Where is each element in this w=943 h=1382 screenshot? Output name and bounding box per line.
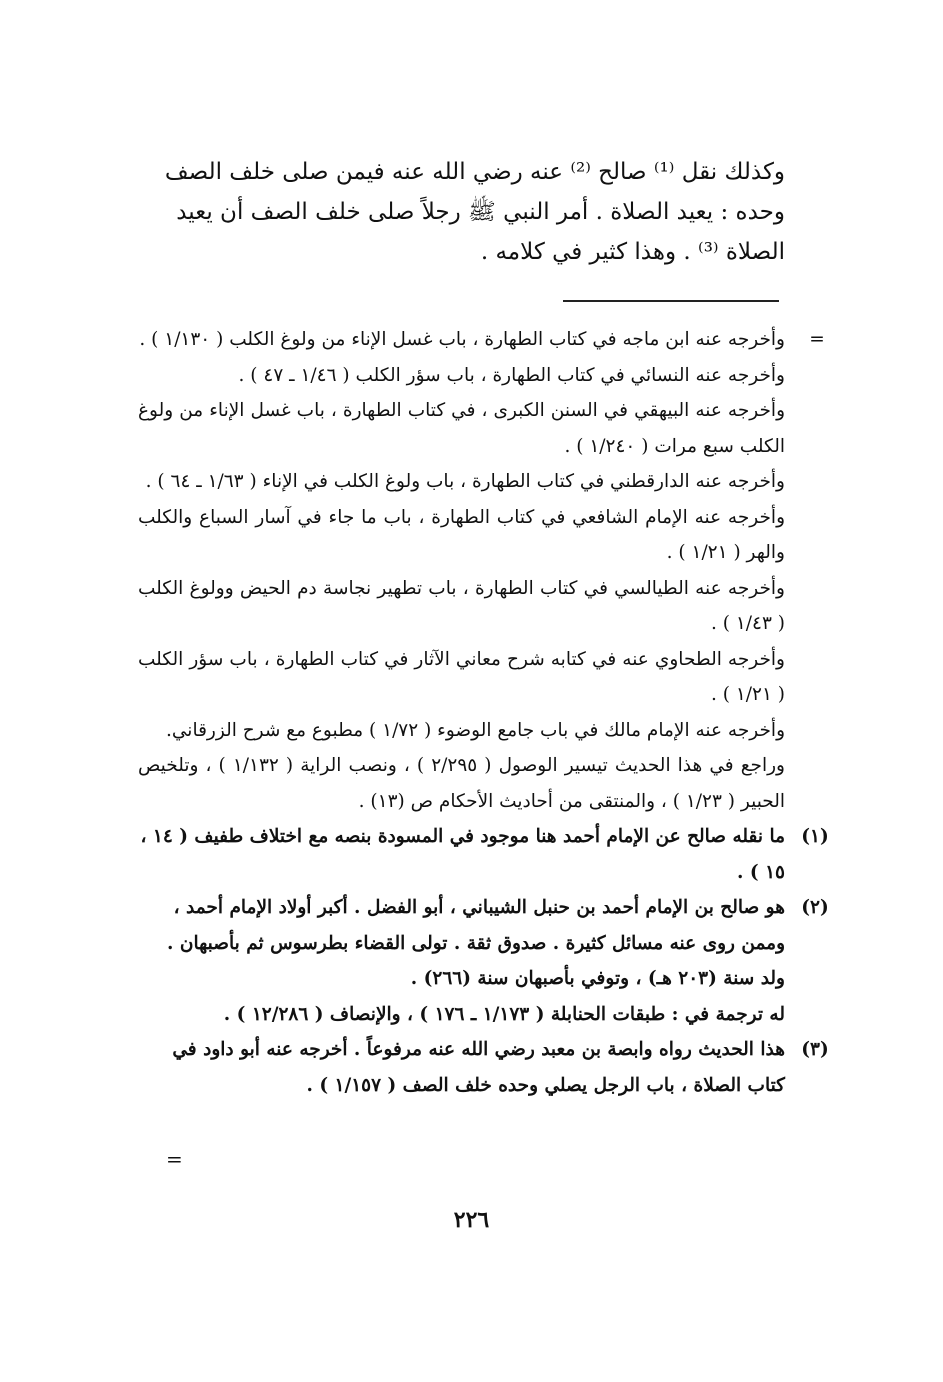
- note-paragraph: وأخرجه الطحاوي عنه في كتابه شرح معاني الآثار في كتاب الطهارة ، باب سؤر الكلب ( ١/٢١ ) .: [138, 648, 785, 705]
- footnote-text: هذا الحديث رواه وابصة بن معبد رضي الله عنه مرفوعاً . أخرجه عنه أبو داود في كتاب الصلاة ، باب الرجل يصلي وحده خلف الصف ( ١/١٥٧ ) .: [172, 1039, 785, 1096]
- note-paragraph: وأخرجه عنه الطيالسي في كتاب الطهارة ، باب تطهير نجاسة دم الحيض وولوغ الكلب ( ١/٤٣ ) .: [138, 577, 785, 634]
- main-text-line-1: وكذلك نقل ⁽¹⁾ صالح ⁽²⁾ عنه رضي الله عنه فيمن صلى خلف الصف: [164, 159, 785, 185]
- continuation-mark-bottom: =: [166, 1147, 183, 1171]
- continued-footnote: [138, 322, 825, 819]
- footnote-1: [138, 819, 829, 890]
- footnote-text: هو صالح بن الإمام أحمد بن حنبل الشيباني ، أبو الفضل . أكبر أولاد الإمام أحمد ، وممن روى عنه مسائل كثيرة . صدوق ثقة . تولى القضاء بطرسوس ثم بأصبهان . ولد سنة (٢٠٣ هـ) ، وتوفي بأصبهان سنة (٢٦٦) .: [167, 897, 785, 989]
- footnote-separator: [563, 300, 779, 302]
- note-paragraph: وأخرجه عنه الإمام الشافعي في كتاب الطهارة ، باب ما جاء في آسار السباع والكلب والهر ( ١/٢١ ) .: [138, 506, 785, 563]
- footnote-3: [138, 1032, 829, 1103]
- note-paragraph: وأخرجه عنه الإمام مالك في باب جامع الوضوء ( ١/٧٢ ) مطبوع مع شرح الزرقاني.: [166, 719, 785, 741]
- note-paragraph: وأخرجه عنه البيهقي في السنن الكبرى ، في كتاب الطهارة ، باب غسل الإناء من ولوغ الكلب سبع مرات ( ١/٢٤٠ ) .: [138, 400, 785, 457]
- footnotes-section: [138, 322, 829, 1103]
- page-number: ٢٢٦: [453, 1207, 490, 1233]
- main-text: [140, 152, 785, 272]
- note-paragraph: وأخرجه عنه ابن ماجه في كتاب الطهارة ، باب غسل الإناء من ولوغ الكلب ( ١/١٣٠ ) .: [139, 329, 785, 350]
- footnote-number: (٣): [801, 1039, 829, 1060]
- footnote-number: (٢): [801, 897, 829, 918]
- main-text-line-2: وحده : يعيد الصلاة . أمر النبي ﷺ رجلاً صلى خلف الصف أن يعيد: [176, 199, 785, 225]
- note-paragraph: وأخرجه عنه الدارقطني في كتاب الطهارة ، باب ولوغ الكلب في الإناء ( ١/٦٣ ـ ٦٤ ) .: [145, 471, 785, 492]
- footnote-text: له ترجمة في : طبقات الحنابلة ( ١/١٧٣ ـ ١٧٦ ) ، والإنصاف ( ١٢/٢٨٦ ) .: [223, 1003, 785, 1025]
- continuation-mark-top: =: [809, 329, 825, 350]
- footnote-2: [138, 890, 829, 1032]
- note-paragraph: وراجع في هذا الحديث تيسير الوصول ( ٢/٢٩٥ ) ، ونصب الراية ( ١/١٣٢ ) ، وتلخيص الحبير ( ١/٢٣ ) ، والمنتقى من أحاديث الأحكام ص (١٣) .: [138, 755, 785, 812]
- footnote-number: (١): [801, 826, 829, 847]
- main-text-line-3: الصلاة ⁽³⁾ . وهذا كثير في كلامه .: [480, 239, 785, 265]
- footnote-text: ما نقله صالح عن الإمام أحمد هنا موجود في المسودة بنصه مع اختلاف طفيف ( ١٤ ، ١٥ ) .: [140, 826, 785, 883]
- note-paragraph: وأخرجه عنه النسائي في كتاب الطهارة ، باب سؤر الكلب ( ١/٤٦ ـ ٤٧ ) .: [238, 364, 785, 386]
